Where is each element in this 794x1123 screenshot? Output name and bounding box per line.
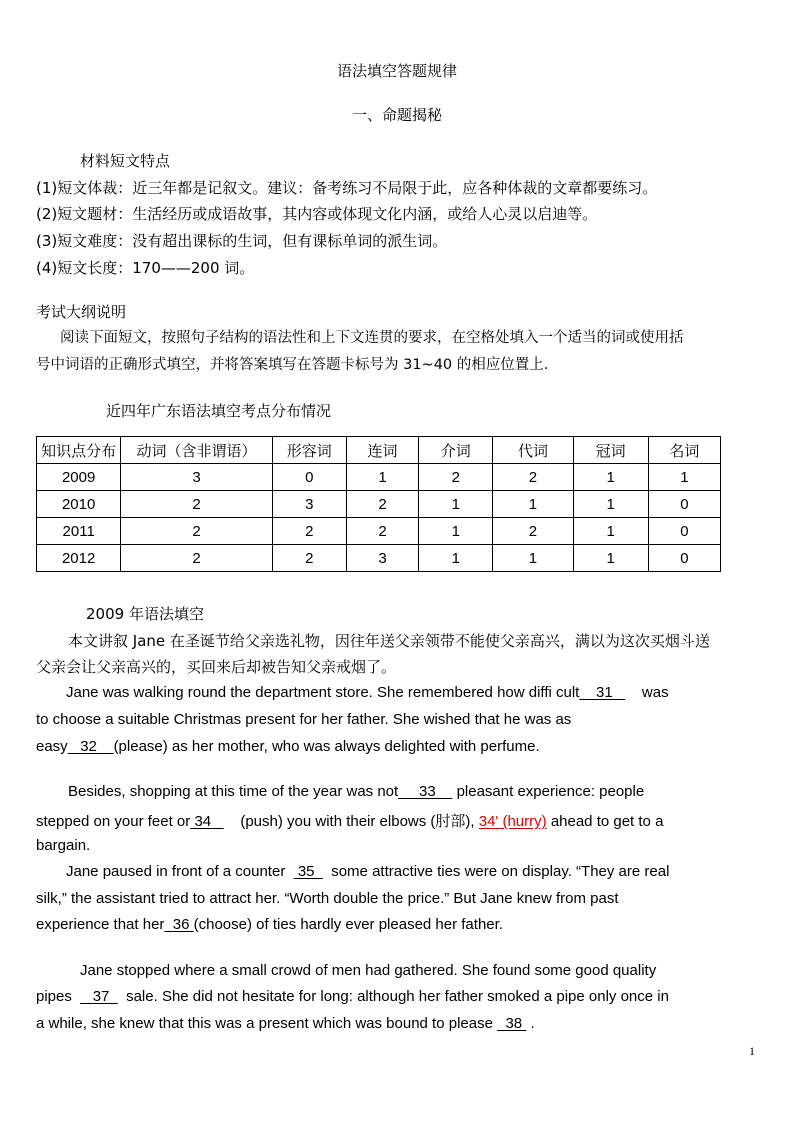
section-title: 一、命题揭秘 <box>351 106 442 124</box>
syllabus-text: 号中词语的正确形式填空，并将答案填写在答题卡标号为 31~40 的相应位置上. <box>36 357 549 373</box>
header-cell: 连词 <box>346 437 418 464</box>
table-cell: 2 <box>272 518 346 545</box>
header-cell: 知识点分布 <box>37 437 121 464</box>
text-run: easy <box>36 738 68 755</box>
page-title: 语法填空答题规律 <box>336 62 457 80</box>
passage-heading: 2009 年语法填空 <box>86 605 204 623</box>
blank-38[interactable] <box>497 1015 526 1032</box>
table-cell: 0 <box>648 518 720 545</box>
table-cell: 1 <box>493 491 573 518</box>
blank-number: 36 <box>172 916 190 933</box>
table-cell: 2010 <box>37 491 121 518</box>
passage-line <box>36 916 503 933</box>
material-item: (1)短文体裁：近三年都是记叙文。建议：备考练习不局限于此，应各种体裁的文章都要练习。 <box>36 179 658 197</box>
material-item: (3)短文难度：没有超出课标的生词，但有课标单词的派生词。 <box>36 232 448 250</box>
table-cell: 3 <box>346 545 418 572</box>
blank-37[interactable] <box>80 988 118 1005</box>
blank-number: 32 <box>80 738 97 755</box>
text-run: (choose) of ties hardly ever pleased her father. <box>193 916 503 933</box>
passage-line <box>68 783 644 800</box>
syllabus-text: 阅读下面短文，按照句子结构的语法性和上下文连贯的要求，在空格处填入一个适当的词或使用括 <box>60 330 684 346</box>
table-cell: 1 <box>419 545 493 572</box>
table-row <box>37 518 721 545</box>
table-row <box>37 545 721 572</box>
passage-line <box>36 1015 535 1032</box>
passage-line <box>66 684 669 701</box>
text-run: (please) as her mother, who was always delighted with perfume. <box>113 738 540 755</box>
table-cell: 0 <box>272 464 346 491</box>
blank-number: 38 <box>505 1015 523 1032</box>
blank-31[interactable] <box>579 684 625 701</box>
text-run: Besides, shopping at this time of the year was not <box>68 783 399 800</box>
table-cell: 3 <box>121 464 272 491</box>
table-cell: 1 <box>493 545 573 572</box>
passage-line <box>36 810 663 831</box>
text-run: experience that her <box>36 916 165 933</box>
table-cell: 1 <box>648 464 720 491</box>
table-cell: 2 <box>272 545 346 572</box>
text-run: (push) you with their elbows (肘部), <box>240 813 475 830</box>
table-cell: 2012 <box>37 545 121 572</box>
table-row <box>37 491 721 518</box>
blank-number: 35 <box>297 863 315 880</box>
passage-summary: 父亲会让父亲高兴的，买回来后却被告知父亲戒烟了。 <box>36 658 397 676</box>
table-cell: 2 <box>121 518 272 545</box>
table-cell: 2011 <box>37 518 121 545</box>
blank-number: 34 <box>194 813 212 830</box>
table-cell: 2 <box>121 491 272 518</box>
syllabus-heading: 考试大纲说明 <box>36 303 127 321</box>
text-run: Jane was walking round the department store. She remembered how diffi cult <box>66 684 580 701</box>
stats-table <box>36 436 721 572</box>
table-cell: 0 <box>648 491 720 518</box>
passage-line <box>36 988 669 1005</box>
header-cell: 动词（含非谓语） <box>121 437 272 464</box>
passage-line: bargain. <box>36 837 91 854</box>
text-run: some attractive ties were on display. “They are real <box>331 863 670 880</box>
table-cell: 1 <box>573 491 648 518</box>
table-cell: 0 <box>648 545 720 572</box>
page-number: 1 <box>749 1044 755 1058</box>
blank-number: 31 <box>596 684 613 701</box>
blank-34[interactable] <box>190 813 223 830</box>
header-cell: 介词 <box>419 437 493 464</box>
text-run: pleasant experience: people <box>456 783 645 800</box>
table-header-row <box>37 437 721 464</box>
text-run: . <box>530 1015 535 1032</box>
text-run: a while, she knew that this was a present which was bound to please <box>36 1015 493 1032</box>
table-cell: 1 <box>573 518 648 545</box>
passage-line <box>36 738 540 755</box>
blank-32[interactable] <box>68 738 114 755</box>
header-cell: 形容词 <box>272 437 346 464</box>
table-cell: 1 <box>346 464 418 491</box>
table-cell: 1 <box>419 491 493 518</box>
table-cell: 3 <box>272 491 346 518</box>
text-run: ahead to get to a <box>550 813 664 830</box>
table-caption: 近四年广东语法填空考点分布情况 <box>106 402 332 420</box>
material-item: (2)短文题材：生活经历或成语故事，其内容或体现文化内涵，或给人心灵以启迪等。 <box>36 205 598 223</box>
table-cell: 2009 <box>37 464 121 491</box>
blank-36[interactable] <box>164 916 193 933</box>
header-cell: 名词 <box>648 437 720 464</box>
passage-line: to choose a suitable Christmas present for her father. She wished that he was as <box>36 711 572 728</box>
table-cell: 2 <box>419 464 493 491</box>
text-run: Jane paused in front of a counter <box>66 863 286 880</box>
blank-number: 33 <box>419 783 436 800</box>
table-row <box>37 464 721 491</box>
passage-line <box>66 863 669 880</box>
table-cell: 1 <box>573 464 648 491</box>
text-run: was <box>641 684 669 701</box>
text-run: stepped on your feet or <box>36 813 191 830</box>
table-cell: 2 <box>346 491 418 518</box>
passage-summary: 本文讲叙 Jane 在圣诞节给父亲选礼物，因往年送父亲领带不能使父亲高兴，满以为这次买烟斗送 <box>68 632 710 650</box>
passage-line: Jane stopped where a small crowd of men had gathered. She found some good quality <box>80 962 657 979</box>
blank-number: 37 <box>92 988 110 1005</box>
table-cell: 1 <box>573 545 648 572</box>
material-item: (4)短文长度：170——200 词。 <box>36 259 255 277</box>
table-cell: 2 <box>493 518 573 545</box>
blank-33[interactable] <box>398 783 452 800</box>
table-cell: 2 <box>346 518 418 545</box>
text-run: pipes <box>36 988 72 1005</box>
table-cell: 2 <box>493 464 573 491</box>
header-cell: 代词 <box>493 437 573 464</box>
blank-34-alt[interactable]: 34' (hurry) <box>478 813 547 830</box>
table-cell: 2 <box>121 545 272 572</box>
material-heading: 材料短文特点 <box>80 152 171 170</box>
text-run: sale. She did not hesitate for long: although her father smoked a pipe only once in <box>126 988 669 1005</box>
passage-line: silk,” the assistant tried to attract her. “Worth double the price.” But Jane knew from past <box>36 890 619 907</box>
blank-35[interactable] <box>294 863 323 880</box>
table-cell: 1 <box>419 518 493 545</box>
header-cell: 冠词 <box>573 437 648 464</box>
